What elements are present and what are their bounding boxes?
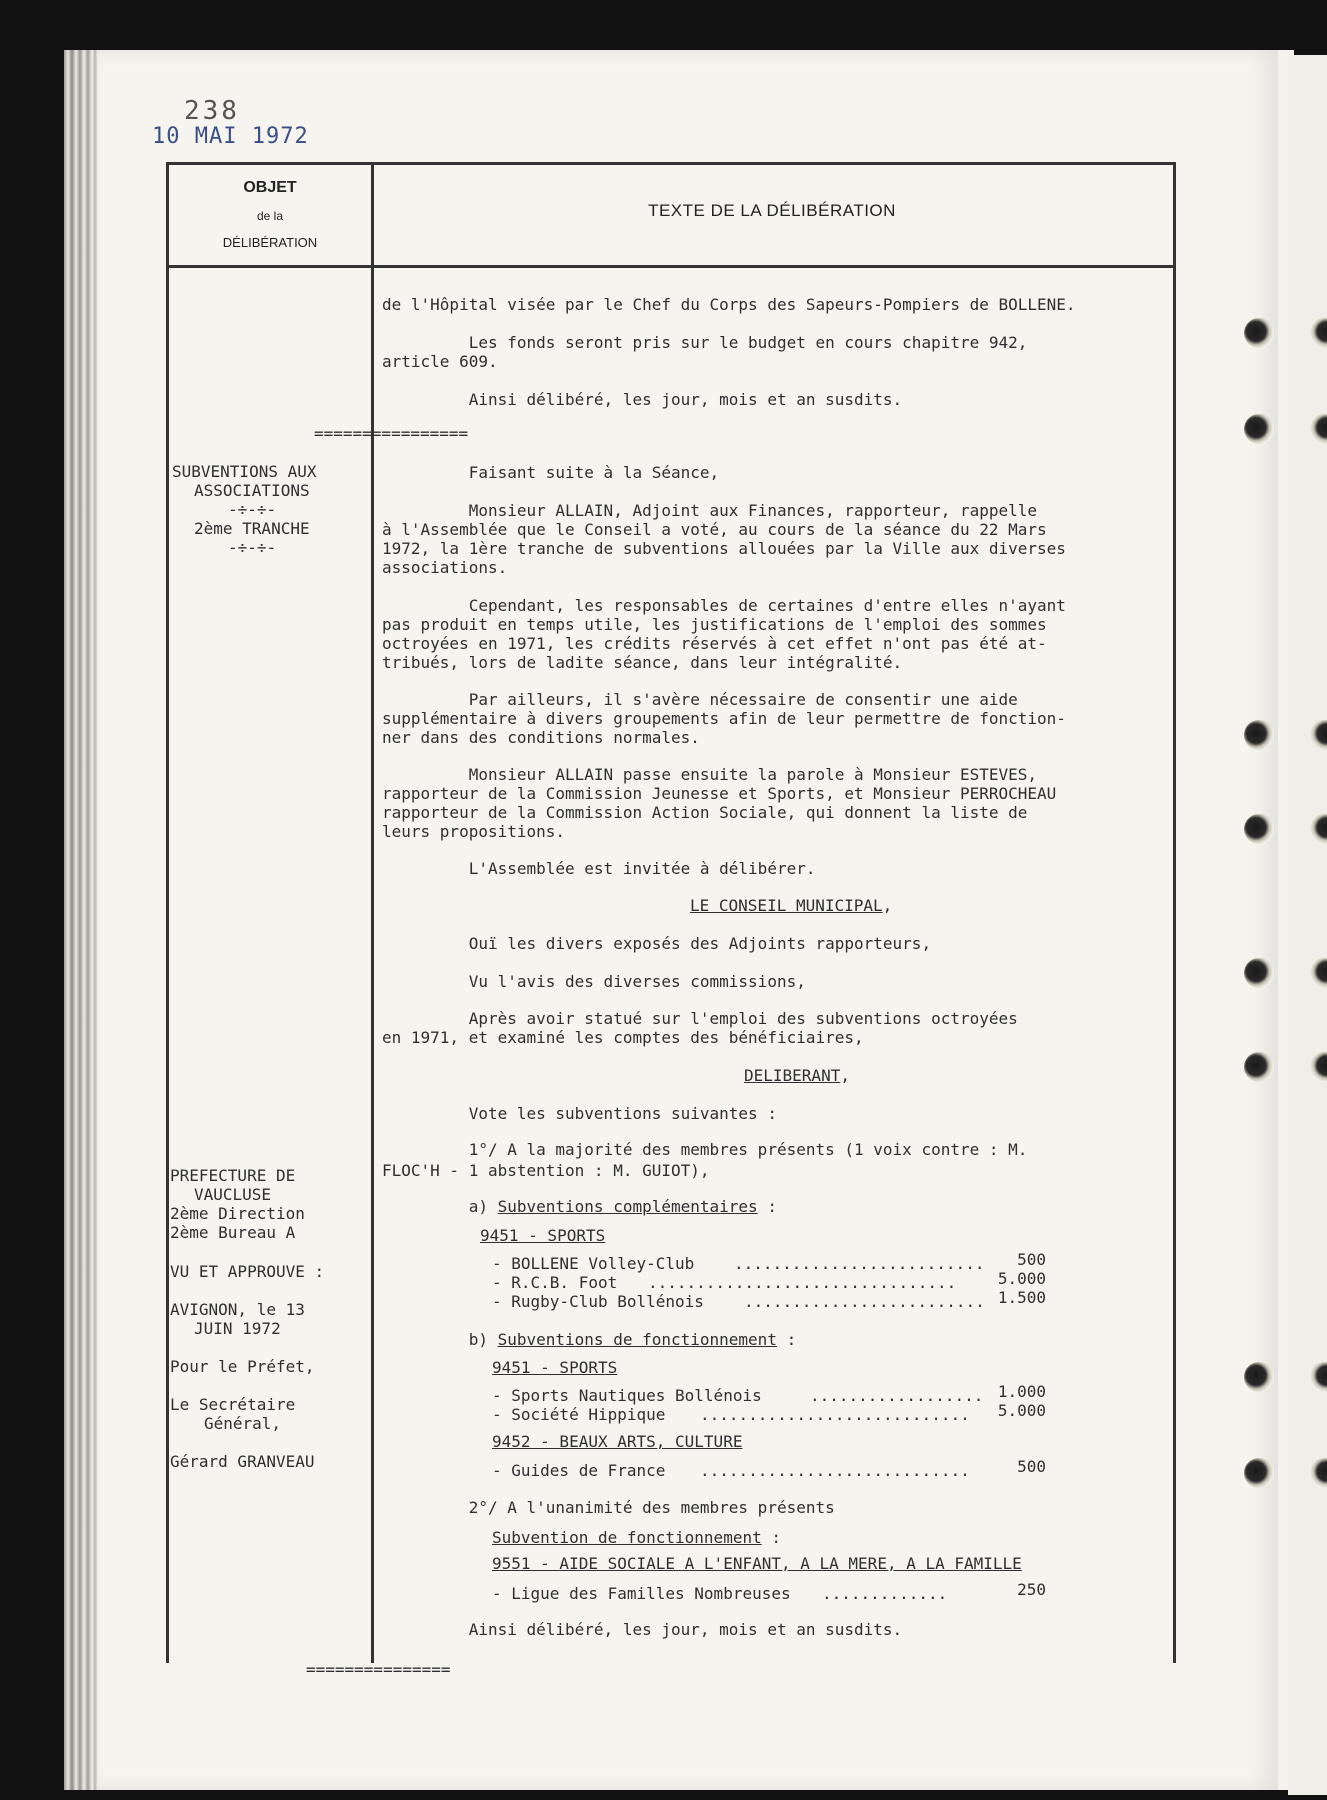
leader-dots: ............. xyxy=(822,1584,948,1603)
body-line: Ouï les divers exposés des Adjoints rapporteurs, xyxy=(382,934,932,953)
body-line: associations. xyxy=(382,558,508,577)
binder-hole xyxy=(1244,958,1274,988)
leader-dots: ............................ xyxy=(700,1405,970,1424)
deliberant-heading-tail: , xyxy=(840,1066,850,1085)
subsidy-label: - Société Hippique xyxy=(492,1405,676,1424)
prefecture-line: PREFECTURE DE xyxy=(170,1166,296,1185)
subsidy-amount: 5.000 xyxy=(997,1401,1046,1420)
leader-dots: .......................... xyxy=(734,1254,985,1273)
header-objet-line3: DÉLIBÉRATION xyxy=(222,235,318,250)
body-line: ner dans des conditions normales. xyxy=(382,728,700,747)
section-b-tail: : xyxy=(776,1330,797,1349)
budget-category: 9452 - BEAUX ARTS, CULTURE xyxy=(492,1432,743,1451)
page-number-stamp: 238 xyxy=(184,96,240,126)
column-divider xyxy=(371,165,374,1663)
body-line: Cependant, les responsables de certaines d'entre elles n'ayant xyxy=(382,596,1066,615)
deliberant-heading xyxy=(744,1066,850,1085)
budget-category: 9451 - SPORTS xyxy=(480,1226,606,1245)
table-header xyxy=(169,165,1173,268)
body-line: Faisant suite à la Séance, xyxy=(382,463,720,482)
binder-hole xyxy=(1244,1458,1274,1488)
approval-signer: Gérard GRANVEAU xyxy=(170,1452,315,1471)
body-line: rapporteur de la Commission Jeunesse et Sports, et Monsieur PERROCHEAU xyxy=(382,784,1057,803)
leader-dots: ............................ xyxy=(700,1461,970,1480)
body-line: Vote les subventions suivantes : xyxy=(382,1104,777,1123)
deliberant-heading-text: DELIBERANT xyxy=(744,1066,841,1085)
section-c-title: Subvention de fonctionnement xyxy=(492,1528,762,1547)
body-line: Monsieur ALLAIN passe ensuite la parole à Monsieur ESTEVES, xyxy=(382,765,1038,784)
budget-category: 9451 - SPORTS xyxy=(492,1358,618,1377)
body-line: Monsieur ALLAIN, Adjoint aux Finances, rapporteur, rappelle xyxy=(382,501,1038,520)
subject-ornament: -÷-÷- xyxy=(228,538,277,557)
prefecture-line: 2ème Direction xyxy=(170,1204,305,1223)
body-line: rapporteur de la Commission Action Sociale, qui donnent la liste de xyxy=(382,803,1028,822)
leader-dots: ................................ xyxy=(648,1273,957,1292)
section-a-title: Subventions complémentaires xyxy=(497,1197,758,1216)
section-b-heading xyxy=(382,1330,796,1349)
subsidy-label: - R.C.B. Foot xyxy=(492,1273,627,1292)
body-line: Après avoir statué sur l'emploi des subventions octroyées xyxy=(382,1009,1018,1028)
body-line: article 609. xyxy=(382,352,498,371)
body-line: en 1971, et examiné les comptes des bénéficiaires, xyxy=(382,1028,864,1047)
date-stamp: 10 MAI 1972 xyxy=(152,124,309,149)
binder-hole xyxy=(1244,1362,1274,1392)
approval-role: Général, xyxy=(204,1414,282,1433)
leader-dots: .................. xyxy=(810,1386,984,1405)
body-line: L'Assemblée est invitée à délibérer. xyxy=(382,859,816,878)
approval-date: JUIN 1972 xyxy=(194,1319,281,1338)
prefecture-line: VAUCLUSE xyxy=(194,1185,272,1204)
approval-place: AVIGNON, le 13 xyxy=(170,1300,305,1319)
body-line: 1972, la 1ère tranche de subventions allouées par la Ville aux diverses xyxy=(382,539,1066,558)
body-line: Vu l'avis des diverses commissions, xyxy=(382,972,806,991)
body-line: 2°/ A l'unanimité des membres présents xyxy=(382,1498,835,1517)
binder-hole xyxy=(1244,318,1274,348)
section-b-title: Subventions de fonctionnement xyxy=(497,1330,777,1349)
binder-hole xyxy=(1244,720,1274,750)
facing-page-edge xyxy=(1288,55,1327,1795)
separator-line: =============== xyxy=(306,1660,451,1679)
subsidy-amount: 1.500 xyxy=(997,1288,1046,1307)
prefecture-line: 2ème Bureau A xyxy=(170,1223,296,1242)
council-heading-text: LE CONSEIL MUNICIPAL xyxy=(690,896,883,915)
header-texte: TEXTE DE LA DÉLIBÉRATION xyxy=(648,201,896,220)
header-objet xyxy=(169,165,371,265)
subsidy-amount: 1.000 xyxy=(997,1382,1046,1401)
header-objet-line2: de la xyxy=(256,209,284,223)
section-a-tail: : xyxy=(757,1197,777,1216)
approval-for: Pour le Préfet, xyxy=(170,1357,315,1376)
subsidy-amount: 5.000 xyxy=(997,1269,1046,1288)
section-a-heading xyxy=(382,1197,777,1216)
subsidy-amount: 500 xyxy=(1017,1457,1046,1476)
binder-hole xyxy=(1244,414,1274,444)
subsidy-amount: 250 xyxy=(1017,1580,1046,1599)
subsidy-label: - BOLLENE Volley-Club xyxy=(492,1254,704,1273)
section-a-prefix: a) xyxy=(382,1197,498,1216)
body-line: pas produit en temps utile, les justifications de l'emploi des sommes xyxy=(382,615,1047,634)
body-line: à l'Assemblée que le Conseil a voté, au cours de la séance du 22 Mars xyxy=(382,520,1047,539)
binder-hole xyxy=(1244,814,1274,844)
subsidy-label: - Guides de France xyxy=(492,1461,676,1480)
binder-hole xyxy=(1244,1052,1274,1082)
subject-title: SUBVENTIONS AUX xyxy=(172,462,317,481)
body-line: leurs propositions. xyxy=(382,822,566,841)
body-line: FLOC'H - 1 abstention : M. GUIOT), xyxy=(382,1161,710,1180)
section-c-heading xyxy=(492,1528,781,1547)
body-line: Ainsi délibéré, les jour, mois et an susdits. xyxy=(382,390,903,409)
section-c-tail: : xyxy=(761,1528,781,1547)
body-line: supplémentaire à divers groupements afin de leur permettre de fonction- xyxy=(382,709,1066,728)
body-line: Ainsi délibéré, les jour, mois et an susdits. xyxy=(382,1620,903,1639)
subject-title: ASSOCIATIONS xyxy=(194,481,310,500)
body-line: de l'Hôpital visée par le Chef du Corps des Sapeurs-Pompiers de BOLLENE. xyxy=(382,295,1076,314)
section-b-prefix: b) xyxy=(382,1330,498,1349)
subsidy-amount: 500 xyxy=(1017,1250,1046,1269)
subsidy-label: - Rugby-Club Bollénois xyxy=(492,1292,714,1311)
body-line: Par ailleurs, il s'avère nécessaire de consentir une aide xyxy=(382,690,1018,709)
subject-ornament: -÷-÷- xyxy=(228,500,277,519)
leader-dots: ......................... xyxy=(744,1292,985,1311)
council-heading xyxy=(690,896,892,915)
header-objet-line1: OBJET xyxy=(243,179,297,196)
approval-line: VU ET APPROUVE : xyxy=(170,1262,325,1281)
body-line: Les fonds seront pris sur le budget en cours chapitre 942, xyxy=(382,333,1028,352)
separator-line: ================ xyxy=(314,424,469,443)
budget-category: 9551 - AIDE SOCIALE A L'ENFANT, A LA MERE, A LA FAMILLE xyxy=(492,1554,1022,1573)
approval-role: Le Secrétaire xyxy=(170,1395,296,1414)
body-line: 1°/ A la majorité des membres présents (1 voix contre : M. xyxy=(382,1140,1028,1159)
body-line: tribués, lors de ladite séance, dans leur intégralité. xyxy=(382,653,903,672)
council-heading-tail: , xyxy=(882,896,893,915)
subsidy-label: - Sports Nautiques Bollénois xyxy=(492,1386,772,1405)
body-line: octroyées en 1971, les crédits réservés à cet effet n'ont pas été at- xyxy=(382,634,1047,653)
subsidy-label: - Ligue des Familles Nombreuses xyxy=(492,1584,801,1603)
subject-tranche: 2ème TRANCHE xyxy=(194,519,310,538)
